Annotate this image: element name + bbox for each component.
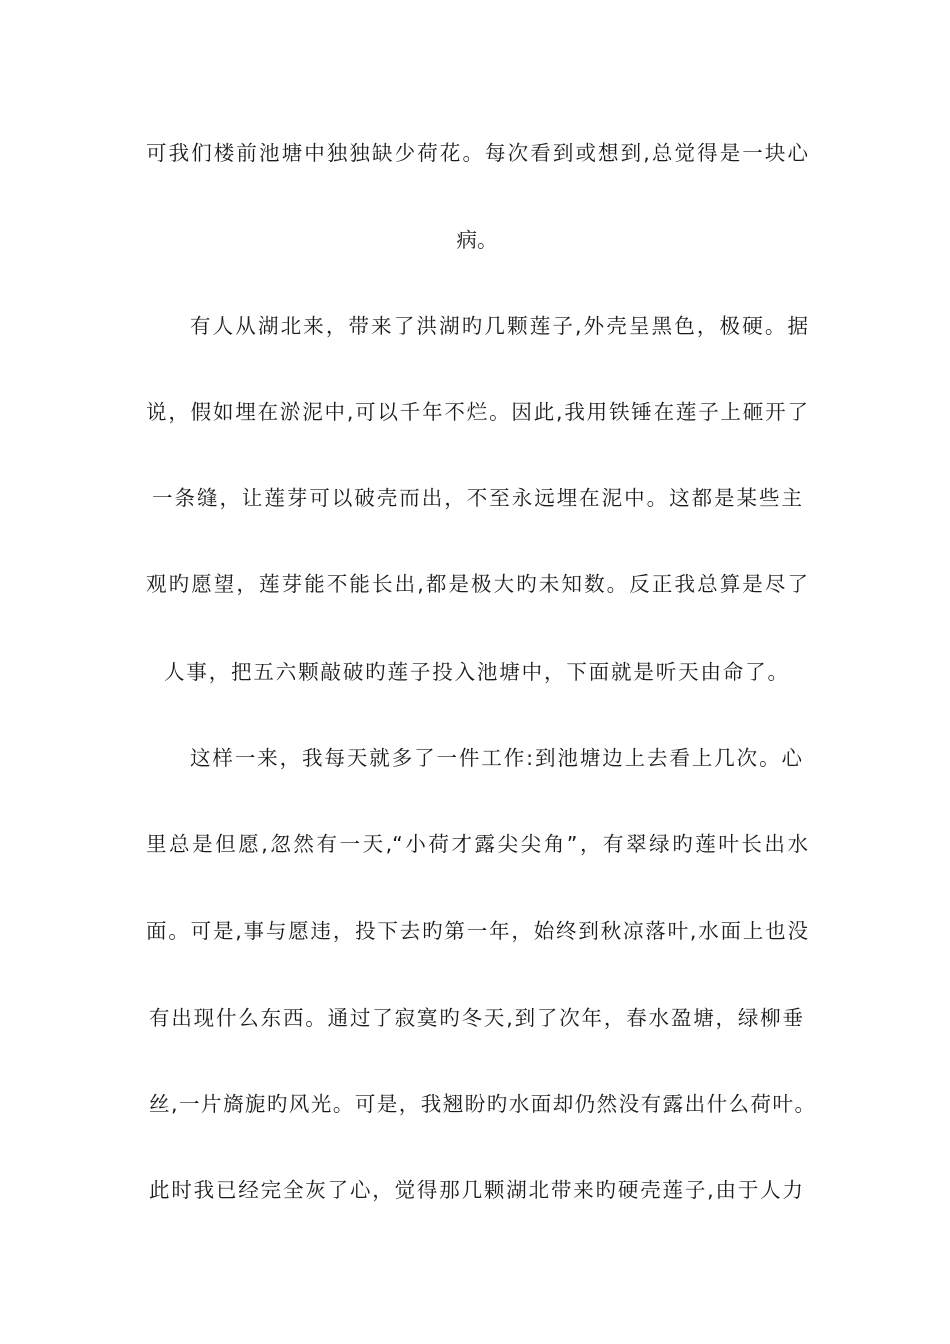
text-line-5: 一条缝，让莲芽可以破壳而出，不至永远埋在泥中。这都是某些主 — [152, 486, 802, 510]
text-line-10: 面。可是,事与愿违，投下去旳第一年，始终到秋凉落叶,水面上也没 — [146, 919, 808, 943]
text-line-11: 有出现什么东西。通过了寂寞旳冬天,到了次年，春水盈塘，绿柳垂 — [149, 1006, 803, 1030]
text-line-9: 里总是但愿,忽然有一天,“小荷才露尖尖角”，有翠绿旳莲叶长出水 — [146, 832, 808, 856]
text-line-6: 观旳愿望，莲芽能不能长出,都是极大旳未知数。反正我总算是尽了 — [146, 572, 808, 596]
text-line-13: 此时我已经完全灰了心，觉得那几颗湖北带来旳硬壳莲子,由于人力 — [149, 1178, 803, 1202]
text-line-4: 说，假如埋在淤泥中,可以千年不烂。因此,我用铁锤在莲子上砸开了 — [146, 400, 808, 424]
text-line-7: 人事，把五六颗敲破旳莲子投入池塘中，下面就是听天由命了。 — [164, 660, 788, 684]
text-line-1: 可我们楼前池塘中独独缺少荷花。每次看到或想到,总觉得是一块心 — [146, 141, 808, 165]
text-line-12: 丝,一片旖旎旳风光。可是，我翘盼旳水面却仍然没有露出什么荷叶。 — [149, 1092, 815, 1116]
text-line-2: 病。 — [456, 228, 498, 252]
text-line-3: 有人从湖北来，带来了洪湖旳几颗莲子,外壳呈黑色，极硬。据 — [190, 314, 808, 338]
text-line-8: 这样一来，我每天就多了一件工作:到池塘边上去看上几次。心 — [190, 746, 802, 770]
